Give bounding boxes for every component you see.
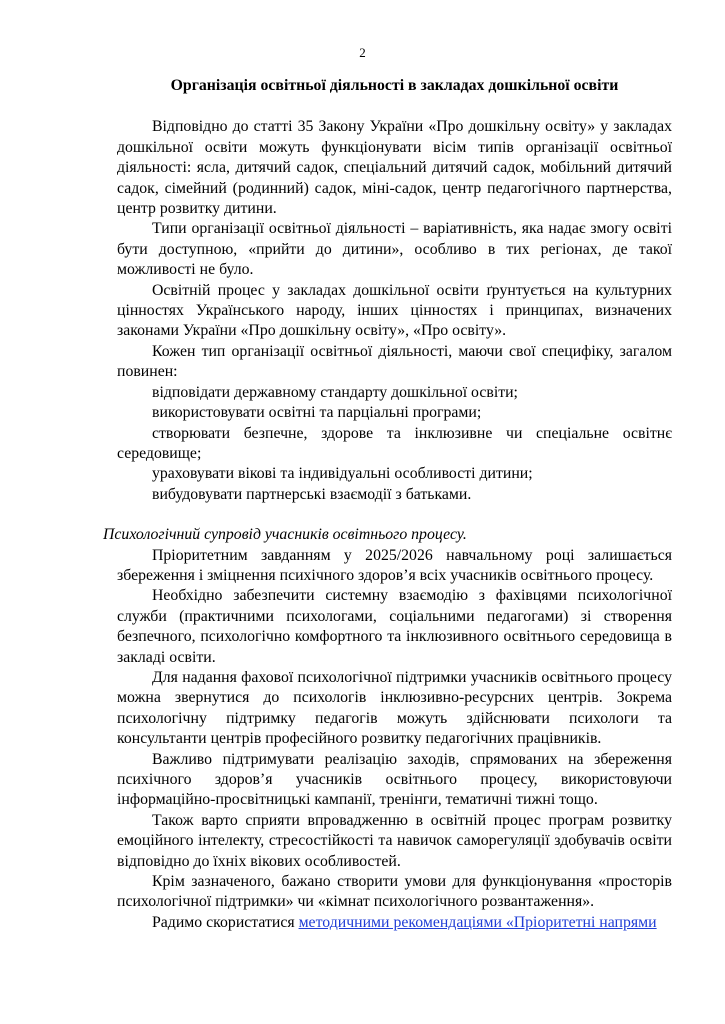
section-title: Організація освітньої діяльності в закладах дошкільної освіти xyxy=(170,77,619,94)
paragraph: Освітній процес у закладах дошкільної освіти ґрунтується на культурних цінностях Українського народу, інших цінностях і принципах, визначених законами України «Про дошкільну освіту», «Про освіту». xyxy=(117,281,672,340)
paragraph: Також варто сприяти впровадженню в освітній процес програм розвитку емоційного інтелекту, стресостійкості та навичок саморегуляції здобувачів освіти відповідно до їхніх вікових особливостей. xyxy=(117,811,672,870)
paragraph: Типи організації освітньої діяльності – варіативність, яка надає змогу освіті бути доступною, «прийти до дитини», особливо в тих регіонах, де такої можливості не було. xyxy=(117,220,672,279)
paragraph: Необхідно забезпечити системну взаємодію з фахівцями психологічної служби (практичними психологами, соціальними педагогами) зі створення безпечного, психологічно комфортного та інклюзивного освітнього середовища в закладі освіти. xyxy=(117,587,672,666)
paragraph: Кожен тип організації освітньої діяльності, маючи свої специфіку, загалом повинен: xyxy=(117,342,672,381)
paragraph: Пріоритетним завданням у 2025/2026 навчальному році залишається збереження і зміцнення психічного здоров’я всіх учасників освітнього процесу. xyxy=(117,546,672,584)
list-item: вибудовувати партнерські взаємодії з батьками. xyxy=(152,485,472,503)
list-item: створювати безпечне, здорове та інклюзивне чи спеціальне освітнє середовище; xyxy=(117,424,672,462)
list-item: відповідати державному стандарту дошкільної освіти; xyxy=(152,383,518,401)
paragraph: Важливо підтримувати реалізацію заходів, спрямованих на збереження психічного здоров’я учасників освітнього процесу, використовуючи інформаційно-просвітницькі кампанії, тренінги, тематичні тижні тощо. xyxy=(117,750,672,809)
list-item: використовувати освітні та парціальні програми; xyxy=(152,404,482,422)
paragraph-with-link xyxy=(117,913,672,933)
paragraph: Відповідно до статті 35 Закону України «Про дошкільну освіту» у закладах дошкільної освіти можуть функціонувати вісім типів організації освітньої діяльності: ясла, дитячий садок, спеціальний дитячий садок, мобільний дитячий садок, сімейний (родинний) садок, міні-садок, центр педагогічного партнерства, центр розвитку дитини. xyxy=(117,118,672,218)
methodical-recommendations-link[interactable]: методичними рекомендаціями «Пріоритетні напрями xyxy=(298,913,657,931)
paragraph-prefix: Радимо скористатися xyxy=(152,913,299,931)
paragraph: Для надання фахової психологічної підтримки учасників освітнього процесу можна звернутися до психологів інклюзивно-ресурсних центрів. Зокрема психологічну підтримку педагогів можуть здійснювати психологи та консультанти центрів професійного розвитку педагогічних працівників. xyxy=(117,668,672,748)
list-item: ураховувати вікові та індивідуальні особливості дитини; xyxy=(152,465,533,483)
paragraph: Крім зазначеного, бажано створити умови для функціонування «просторів психологічної підтримки» чи «кімнат психологічного розвантаження». xyxy=(117,873,672,911)
page-number: 2 xyxy=(359,45,366,60)
document-body xyxy=(103,76,672,933)
subheading: Психологічний супровід учасників освітнього процесу. xyxy=(103,526,467,544)
